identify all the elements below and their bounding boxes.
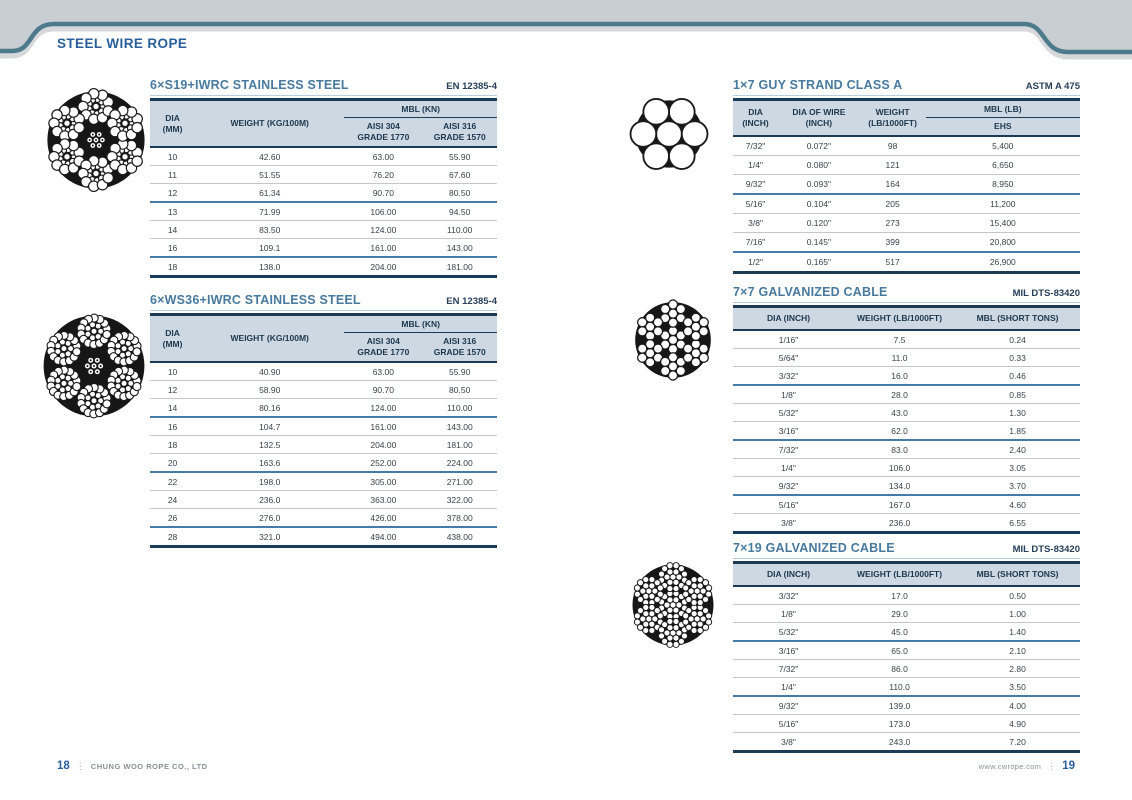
table-row [733, 733, 1080, 752]
column-header: AISI 304 GRADE 1770 [344, 118, 422, 148]
table-standard-label: MIL DTS-83420 [1012, 544, 1080, 555]
data-cell: 16.0 [844, 367, 955, 386]
data-table [733, 561, 1080, 753]
table-row [733, 678, 1080, 697]
column-header: DIA (INCH) [733, 307, 844, 331]
data-cell: 80.50 [422, 381, 497, 399]
table-block-7x19-galvanized [733, 541, 1080, 753]
table-row [150, 527, 497, 547]
data-cell: 83.50 [195, 221, 344, 239]
data-cell: 110.00 [422, 399, 497, 418]
table-standard-label: EN 12385-4 [446, 81, 497, 92]
data-cell: 6.55 [955, 514, 1080, 533]
column-header: AISI 304 GRADE 1770 [344, 333, 422, 363]
data-cell: 16 [150, 239, 195, 258]
table-row [150, 147, 497, 166]
top-banner [0, 0, 1132, 70]
data-cell: 134.0 [844, 477, 955, 496]
page-title: STEEL WIRE ROPE [57, 36, 188, 51]
data-cell: 494.00 [344, 527, 422, 547]
table-row [150, 381, 497, 399]
table-row [733, 440, 1080, 459]
page-number-left: 18 [57, 760, 70, 772]
data-cell: 5/64" [733, 349, 844, 367]
data-cell: 43.0 [844, 404, 955, 422]
data-cell: 273 [860, 214, 926, 233]
data-cell: 243.0 [844, 733, 955, 752]
data-cell: 11,200 [926, 194, 1080, 214]
table-row [733, 696, 1080, 715]
table-row [150, 399, 497, 418]
table-row [733, 459, 1080, 477]
table-row [150, 362, 497, 381]
data-cell: 28 [150, 527, 195, 547]
data-cell: 80.50 [422, 184, 497, 203]
data-cell: 0.165" [778, 252, 860, 273]
data-cell: 0.50 [955, 586, 1080, 605]
table-block-guy-strand [733, 78, 1080, 274]
data-cell: 204.00 [344, 436, 422, 454]
data-cell: 28.0 [844, 385, 955, 404]
data-cell: 3/32" [733, 586, 844, 605]
data-cell: 321.0 [195, 527, 344, 547]
rope-cross-section-1x7-diagram [627, 92, 711, 176]
data-cell: 5/16" [733, 715, 844, 733]
data-cell: 7.20 [955, 733, 1080, 752]
column-header: MBL (KN) [344, 315, 497, 333]
page-number-right: 19 [1062, 760, 1075, 772]
data-table [150, 98, 497, 278]
data-cell: 224.00 [422, 454, 497, 473]
footer-right [979, 759, 1075, 773]
table-row [733, 175, 1080, 195]
data-cell: 80.16 [195, 399, 344, 418]
data-cell: 20 [150, 454, 195, 473]
data-cell: 1/8" [733, 605, 844, 623]
column-header: WEIGHT (LB/1000FT) [860, 100, 926, 137]
data-cell: 1/2" [733, 252, 778, 273]
data-cell: 42.60 [195, 147, 344, 166]
table-row [733, 330, 1080, 349]
table-row [150, 509, 497, 528]
data-cell: 205 [860, 194, 926, 214]
data-cell: 161.00 [344, 239, 422, 258]
data-cell: 51.55 [195, 166, 344, 184]
data-cell: 2.40 [955, 440, 1080, 459]
data-cell: 0.080" [778, 156, 860, 175]
data-cell: 236.0 [195, 491, 344, 509]
data-cell: 65.0 [844, 641, 955, 660]
data-cell: 276.0 [195, 509, 344, 528]
table-row [150, 239, 497, 258]
data-cell: 106.0 [844, 459, 955, 477]
data-cell: 76.20 [344, 166, 422, 184]
data-cell: 1/16" [733, 330, 844, 349]
data-cell: 110.00 [422, 221, 497, 239]
data-cell: 143.00 [422, 239, 497, 258]
data-cell: 132.5 [195, 436, 344, 454]
rope-cross-section-7x19-diagram [628, 560, 718, 650]
table-row [733, 252, 1080, 273]
table-row [150, 166, 497, 184]
data-cell: 86.0 [844, 660, 955, 678]
data-cell: 3/16" [733, 641, 844, 660]
data-cell: 7/32" [733, 136, 778, 156]
data-cell: 5/16" [733, 495, 844, 514]
data-cell: 124.00 [344, 399, 422, 418]
column-header: AISI 316 GRADE 1570 [422, 118, 497, 148]
spec-table-guy-strand [733, 98, 1080, 274]
column-header: DIA (MM) [150, 100, 195, 148]
data-cell: 106.00 [344, 202, 422, 221]
data-cell: 58.90 [195, 381, 344, 399]
table-row [733, 367, 1080, 386]
data-cell: 94.50 [422, 202, 497, 221]
table-row [150, 257, 497, 277]
table-row [733, 623, 1080, 642]
data-cell: 7/32" [733, 440, 844, 459]
data-cell: 22 [150, 472, 195, 491]
data-cell: 0.85 [955, 385, 1080, 404]
table-title-row [733, 541, 1080, 559]
data-cell: 71.99 [195, 202, 344, 221]
data-table [150, 313, 497, 548]
rope-cross-section-7x7-diagram [629, 296, 717, 384]
footer-dots-divider: ⋮ [75, 760, 85, 771]
data-cell: 0.104" [778, 194, 860, 214]
table-title: 1×7 GUY STRAND CLASS A [733, 78, 903, 92]
data-cell: 1.30 [955, 404, 1080, 422]
table-row [150, 454, 497, 473]
data-cell: 7.5 [844, 330, 955, 349]
column-header: WEIGHT (KG/100M) [195, 100, 344, 148]
data-cell: 0.093" [778, 175, 860, 195]
data-cell: 110.0 [844, 678, 955, 697]
table-row [733, 233, 1080, 253]
data-cell: 0.120" [778, 214, 860, 233]
data-cell: 271.00 [422, 472, 497, 491]
data-cell: 104.7 [195, 417, 344, 436]
table-row [150, 221, 497, 239]
data-cell: 9/32" [733, 696, 844, 715]
table-title: 7×19 GALVANIZED CABLE [733, 541, 895, 555]
table-row [733, 404, 1080, 422]
data-cell: 5/16" [733, 194, 778, 214]
column-header: MBL (SHORT TONS) [955, 563, 1080, 587]
table-row [150, 202, 497, 221]
data-cell: 61.34 [195, 184, 344, 203]
data-cell: 181.00 [422, 436, 497, 454]
data-cell: 3/8" [733, 733, 844, 752]
data-cell: 20,800 [926, 233, 1080, 253]
column-header: MBL (KN) [344, 100, 497, 118]
table-row [733, 641, 1080, 660]
data-cell: 2.10 [955, 641, 1080, 660]
data-cell: 3.70 [955, 477, 1080, 496]
data-cell: 55.90 [422, 362, 497, 381]
data-cell: 18 [150, 436, 195, 454]
table-title-row [150, 78, 497, 96]
table-row [150, 436, 497, 454]
footer-left [57, 759, 208, 773]
table-row [733, 514, 1080, 533]
data-cell: 1/8" [733, 385, 844, 404]
data-cell: 29.0 [844, 605, 955, 623]
data-cell: 1/4" [733, 156, 778, 175]
table-row [733, 349, 1080, 367]
data-cell: 5,400 [926, 136, 1080, 156]
data-cell: 1/4" [733, 459, 844, 477]
data-cell: 13 [150, 202, 195, 221]
data-cell: 1.00 [955, 605, 1080, 623]
table-row [733, 156, 1080, 175]
banner-swoosh-graphic [0, 0, 1132, 70]
data-cell: 399 [860, 233, 926, 253]
data-cell: 67.60 [422, 166, 497, 184]
data-cell: 163.6 [195, 454, 344, 473]
data-cell: 3/16" [733, 422, 844, 441]
footer-dots-divider: ⋮ [1047, 760, 1057, 771]
website-url: www.cwrope.com [978, 761, 1042, 771]
data-cell: 1.85 [955, 422, 1080, 441]
table-row [733, 214, 1080, 233]
data-cell: 6,650 [926, 156, 1080, 175]
column-header: WEIGHT (KG/100M) [195, 315, 344, 363]
table-row [733, 586, 1080, 605]
data-cell: 10 [150, 362, 195, 381]
table-standard-label: ASTM A 475 [1025, 81, 1080, 92]
data-cell: 322.00 [422, 491, 497, 509]
data-cell: 10 [150, 147, 195, 166]
data-cell: 3/8" [733, 214, 778, 233]
data-cell: 40.90 [195, 362, 344, 381]
table-row [150, 417, 497, 436]
data-cell: 0.24 [955, 330, 1080, 349]
table-row [733, 477, 1080, 496]
data-cell: 1/4" [733, 678, 844, 697]
data-cell: 26 [150, 509, 195, 528]
data-cell: 4.60 [955, 495, 1080, 514]
data-cell: 14 [150, 399, 195, 418]
data-cell: 24 [150, 491, 195, 509]
data-cell: 4.90 [955, 715, 1080, 733]
table-title: 6×WS36+IWRC STAINLESS STEEL [150, 293, 361, 307]
data-cell: 4.00 [955, 696, 1080, 715]
data-cell: 0.072" [778, 136, 860, 156]
rope-cross-section-6xs19-diagram [42, 86, 150, 194]
data-cell: 7/16" [733, 233, 778, 253]
data-cell: 5/32" [733, 623, 844, 642]
spec-table-6xws36 [150, 313, 497, 548]
data-cell: 9/32" [733, 477, 844, 496]
table-title: 7×7 GALVANIZED CABLE [733, 285, 888, 299]
table-row [733, 136, 1080, 156]
data-cell: 143.00 [422, 417, 497, 436]
column-header: WEIGHT (LB/1000FT) [844, 307, 955, 331]
data-table [733, 305, 1080, 534]
table-standard-label: MIL DTS-83420 [1012, 288, 1080, 299]
column-header: DIA OF WIRE (INCH) [778, 100, 860, 137]
data-cell: 26,900 [926, 252, 1080, 273]
data-cell: 378.00 [422, 509, 497, 528]
data-cell: 161.00 [344, 417, 422, 436]
data-cell: 517 [860, 252, 926, 273]
data-cell: 63.00 [344, 362, 422, 381]
data-cell: 139.0 [844, 696, 955, 715]
spec-table-7x19-galvanized [733, 561, 1080, 753]
data-cell: 90.70 [344, 184, 422, 203]
data-cell: 12 [150, 184, 195, 203]
data-cell: 198.0 [195, 472, 344, 491]
table-block-6xws36 [150, 293, 497, 548]
data-table [733, 98, 1080, 274]
data-cell: 3/32" [733, 367, 844, 386]
data-cell: 0.145" [778, 233, 860, 253]
data-cell: 7/32" [733, 660, 844, 678]
data-cell: 63.00 [344, 147, 422, 166]
column-header: DIA (INCH) [733, 100, 778, 137]
table-row [733, 194, 1080, 214]
data-cell: 124.00 [344, 221, 422, 239]
table-row [150, 491, 497, 509]
data-cell: 3.05 [955, 459, 1080, 477]
data-cell: 17.0 [844, 586, 955, 605]
data-cell: 173.0 [844, 715, 955, 733]
data-cell: 90.70 [344, 381, 422, 399]
data-cell: 3.50 [955, 678, 1080, 697]
data-cell: 9/32" [733, 175, 778, 195]
table-title: 6×S19+IWRC STAINLESS STEEL [150, 78, 349, 92]
data-cell: 1.40 [955, 623, 1080, 642]
column-header: WEIGHT (LB/1000FT) [844, 563, 955, 587]
data-cell: 0.46 [955, 367, 1080, 386]
table-row [733, 385, 1080, 404]
data-cell: 11.0 [844, 349, 955, 367]
data-cell: 5/32" [733, 404, 844, 422]
data-cell: 45.0 [844, 623, 955, 642]
data-cell: 3/8" [733, 514, 844, 533]
rope-cross-section-6xws36-diagram [38, 310, 150, 422]
data-cell: 236.0 [844, 514, 955, 533]
data-cell: 181.00 [422, 257, 497, 277]
table-row [733, 495, 1080, 514]
table-title-row [733, 285, 1080, 303]
company-name: CHUNG WOO ROPE CO., LTD [90, 761, 208, 771]
table-title-row [733, 78, 1080, 96]
table-row [733, 660, 1080, 678]
table-row [150, 184, 497, 203]
table-row [733, 605, 1080, 623]
table-block-6xs19 [150, 78, 497, 278]
data-cell: 55.90 [422, 147, 497, 166]
data-cell: 2.80 [955, 660, 1080, 678]
data-cell: 14 [150, 221, 195, 239]
data-cell: 62.0 [844, 422, 955, 441]
spec-table-6xs19 [150, 98, 497, 278]
data-cell: 98 [860, 136, 926, 156]
table-row [733, 422, 1080, 441]
spec-table-7x7-galvanized [733, 305, 1080, 534]
column-header: DIA (INCH) [733, 563, 844, 587]
column-header: DIA (MM) [150, 315, 195, 363]
data-cell: 8,950 [926, 175, 1080, 195]
data-cell: 426.00 [344, 509, 422, 528]
data-cell: 83.0 [844, 440, 955, 459]
data-cell: 305.00 [344, 472, 422, 491]
table-title-row [150, 293, 497, 311]
data-cell: 11 [150, 166, 195, 184]
data-cell: 138.0 [195, 257, 344, 277]
data-cell: 109.1 [195, 239, 344, 258]
data-cell: 204.00 [344, 257, 422, 277]
data-cell: 12 [150, 381, 195, 399]
table-row [733, 715, 1080, 733]
table-standard-label: EN 12385-4 [446, 296, 497, 307]
data-cell: 15,400 [926, 214, 1080, 233]
column-header: MBL (SHORT TONS) [955, 307, 1080, 331]
data-cell: 121 [860, 156, 926, 175]
table-block-7x7-galvanized [733, 285, 1080, 534]
data-cell: 438.00 [422, 527, 497, 547]
data-cell: 252.00 [344, 454, 422, 473]
data-cell: 16 [150, 417, 195, 436]
column-header: MBL (LB) [926, 100, 1080, 118]
data-cell: 167.0 [844, 495, 955, 514]
data-cell: 18 [150, 257, 195, 277]
data-cell: 164 [860, 175, 926, 195]
data-cell: 0.33 [955, 349, 1080, 367]
data-cell: 363.00 [344, 491, 422, 509]
column-header: EHS [926, 118, 1080, 137]
column-header: AISI 316 GRADE 1570 [422, 333, 497, 363]
table-row [150, 472, 497, 491]
